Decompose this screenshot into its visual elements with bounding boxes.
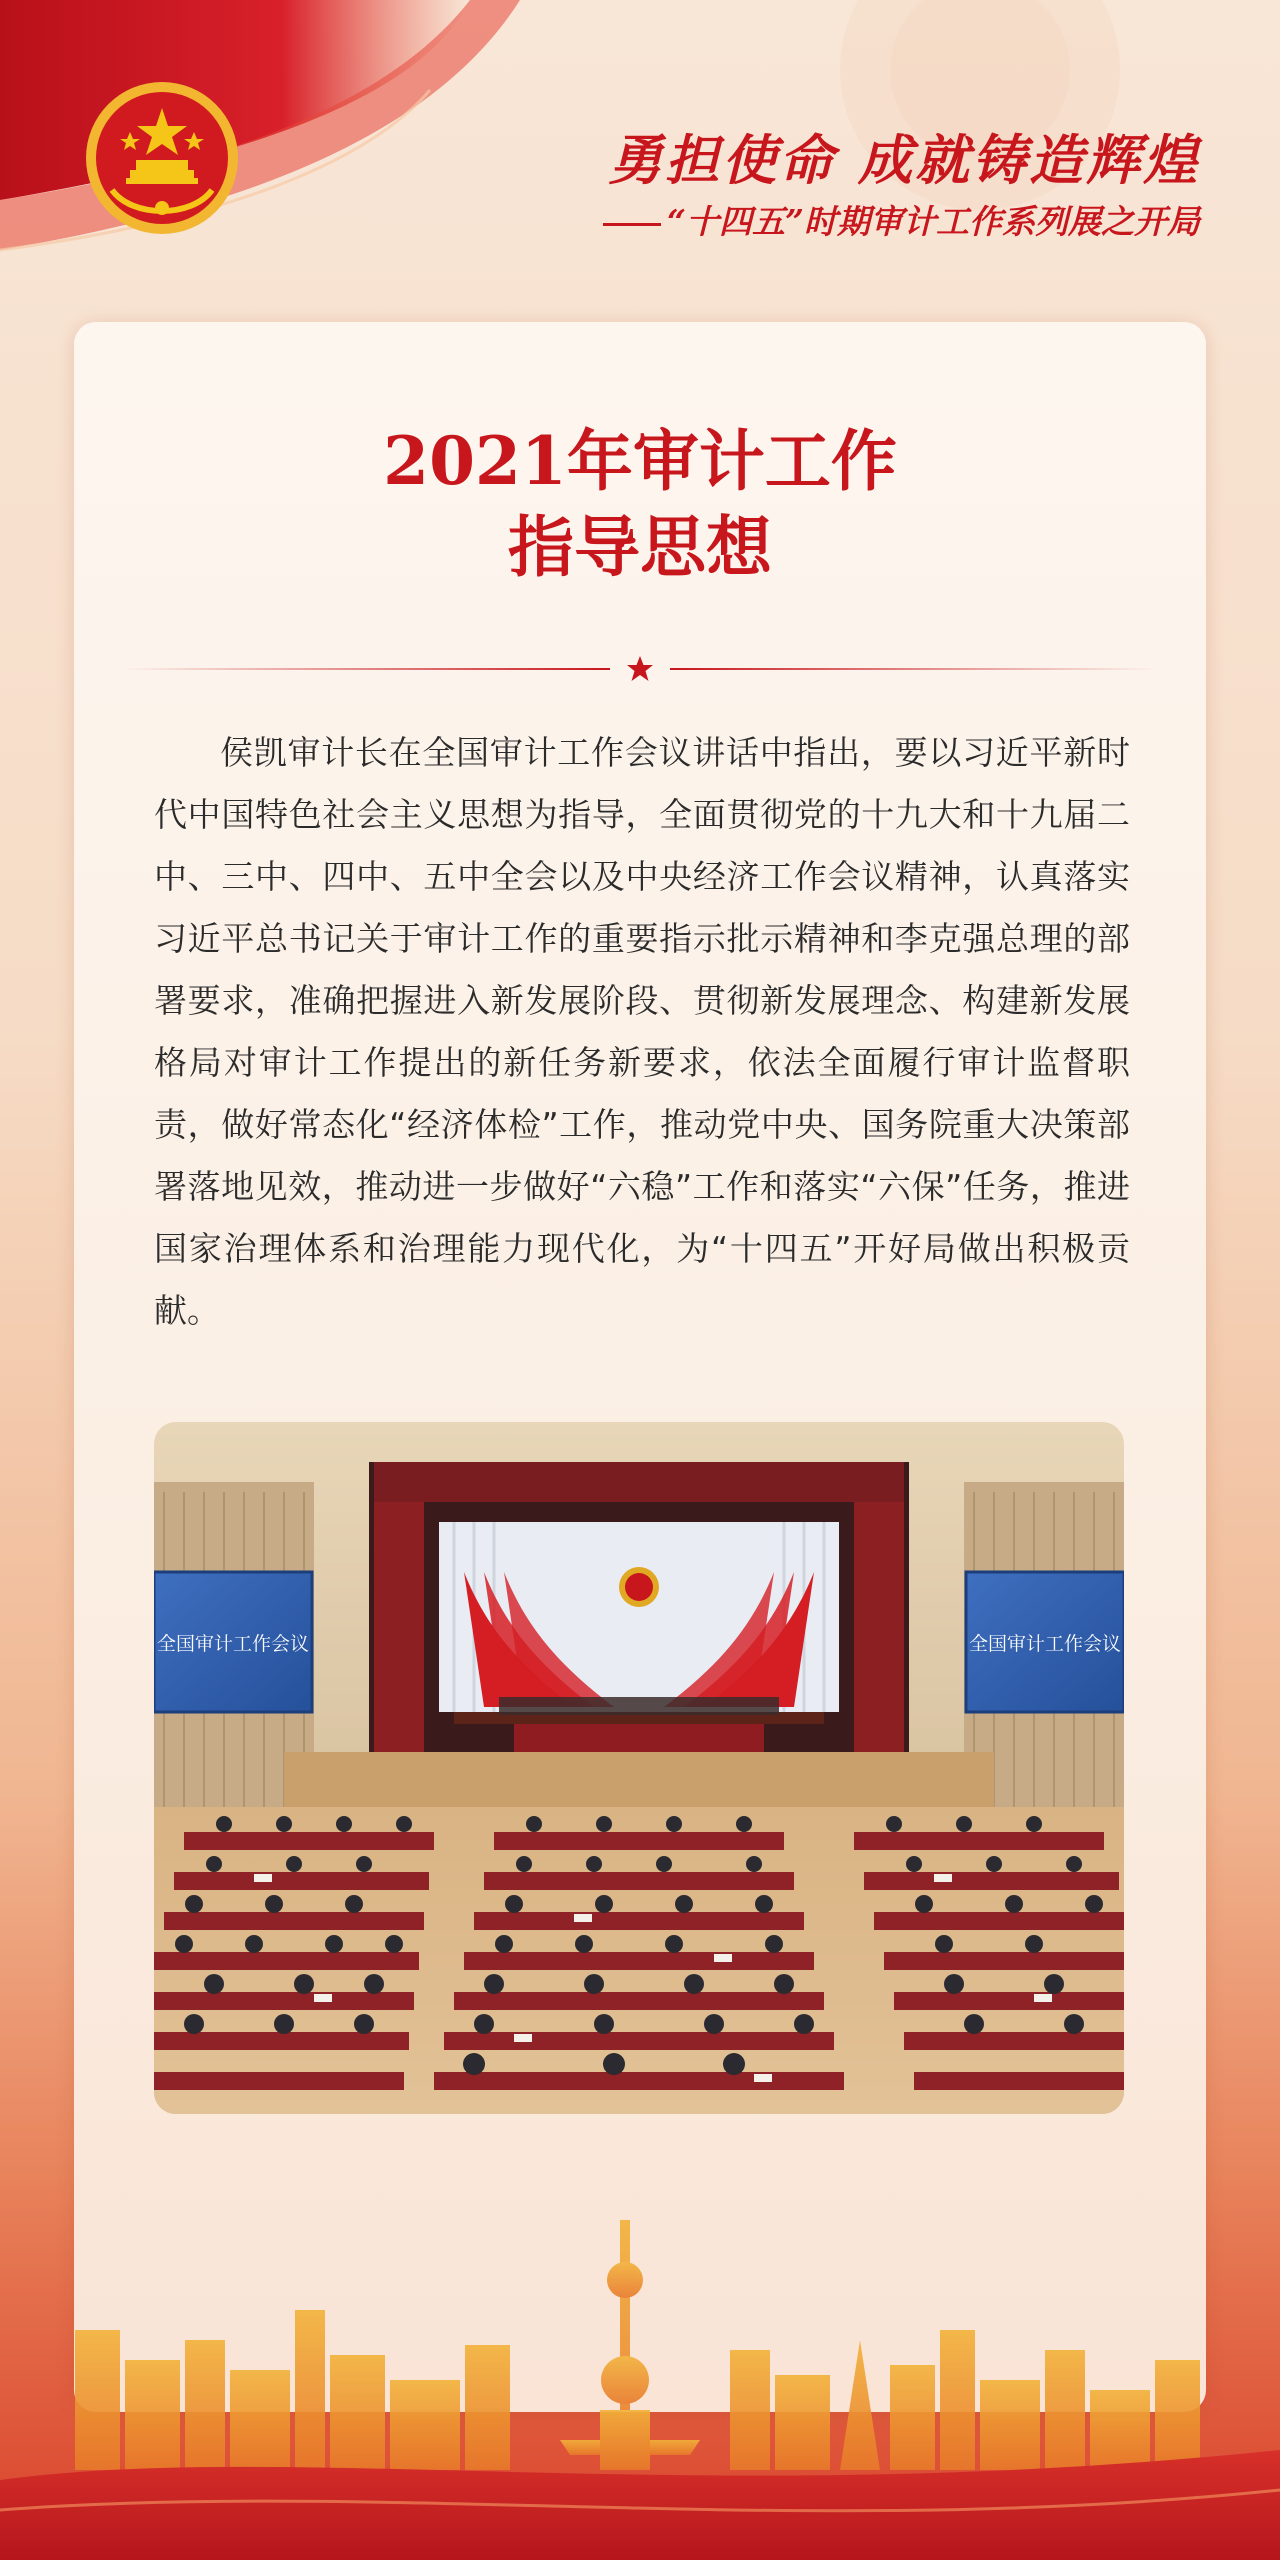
- conference-photo-illustration: [154, 1422, 1124, 2114]
- header-title: 勇担使命 成就铸造辉煌: [608, 128, 1200, 192]
- city-skyline-decoration: [0, 2180, 1280, 2560]
- card-title-line1: 2021年审计工作: [383, 422, 897, 500]
- screen-right-text: 全国审计工作会议: [968, 1633, 1122, 1655]
- subtitle-dash: [603, 223, 661, 226]
- divider-line-right: [670, 668, 1160, 670]
- header-subtitle-text: “十四五”时期审计工作系列展之开局: [667, 202, 1200, 241]
- divider-line-left: [120, 668, 610, 670]
- title-divider: [120, 654, 1160, 684]
- screen-left-text: 全国审计工作会议: [156, 1633, 310, 1655]
- card-title-line2: 指导思想: [508, 508, 772, 586]
- star-icon: [625, 654, 655, 684]
- header-subtitle: [603, 196, 1200, 243]
- card-title: [74, 418, 1206, 590]
- body-paragraph: 侯凯审计长在全国审计工作会议讲话中指出，要以习近平新时代中国特色社会主义思想为指导，全面贯彻党的十九大和十九届二中、三中、四中、五中全会以及中央经济工作会议精神，认真落实习近平总书记关于审计工作的重要指示批示精神和李克强总理的部署要求，准确把握进入新发展阶段、贯彻新发展理念、构建新发展格局对审计工作提出的新任务新要求，依法全面履行审计监督职责，做好常态化“经济体检”工作，推动党中央、国务院重大决策部署落地见效，推动进一步做好“六稳”工作和落实“六保”任务，推进国家治理体系和治理能力现代化，为“十四五”开好局做出积极贡献。: [154, 733, 1130, 1330]
- content-card: [74, 322, 1206, 2412]
- national-emblem-icon: [82, 78, 242, 238]
- conference-photo: [154, 1422, 1124, 2114]
